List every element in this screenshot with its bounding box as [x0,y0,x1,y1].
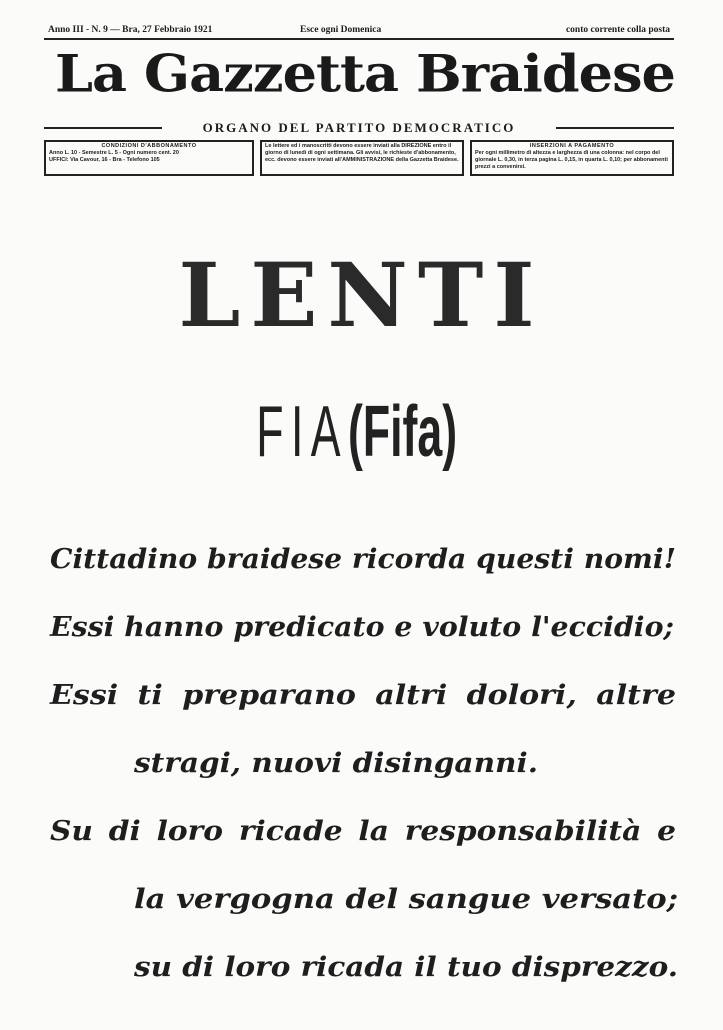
masthead-topline [44,24,674,40]
headline: LENTI [178,243,545,347]
body-line-3 [50,676,676,716]
body-line-6 [134,880,678,920]
body-line-5-text: Su di loro ricade la responsabilità e [50,816,676,847]
frequency-info: Esce ogni Domenica [300,25,382,35]
masthead-info-boxes [44,140,674,178]
advertising-box [470,140,674,176]
body-line-2 [50,608,674,648]
advertising-heading: INSERZIONI A PAGAMENTO [529,143,615,149]
subheadline-main: FIA [255,392,348,472]
issue-info: Anno III - N. 9 — Bra, 27 Febbraio 1921 [48,25,213,35]
advertising-rates: Per ogni millimetro di altezza e larghezza di una colonna: nel corpo del giornale L. 0,30, in terza pagina L. 0,15, in quarta L. 0,10; per abbonamenti prezzi a convenirsi. [475,150,668,170]
subtitle-rule-left [44,127,162,129]
body-line-3-text: Essi ti preparano altri dolori, altre [50,680,676,711]
body-line-2-text: Essi hanno predicato e voluto l'eccidio; [50,612,674,643]
body-line-7 [134,948,678,988]
body-line-7-text: su di loro ricada il tuo disprezzo. [134,952,678,983]
subscription-box [44,140,254,176]
newspaper-subtitle: ORGANO DEL PARTITO DEMOCRATICO [202,120,516,135]
office-address: UFFICI: Via Cavour, 16 - Bra - Telefono 105 [49,157,160,163]
body-line-6-text: la vergogna del sangue versato; [134,884,678,915]
subscription-prices: Anno L. 10 - Semestre L. 5 - Ogni numero cent. 20 [49,150,179,156]
body-line-4 [134,744,538,784]
subtitle-rule-right [556,127,674,129]
subtitle-row [44,120,674,136]
subheadline-paren: (Fifa) [347,392,457,472]
editorial-notice-box [260,140,464,176]
body-line-1-text: Cittadino braidese ricorda questi nomi! [50,544,676,575]
subheadline [0,392,723,491]
editorial-notice-text: Le lettere ed i manoscritti devono essere inviati alla DIREZIONE entro il giorno di lunedì di ogni settimana. Gli avvisi, le richieste d'abbonamento, ecc. devono essere inviati all'AMMINISTRAZIONE della Gazzetta Braidese. [265,143,459,163]
body-line-4-text: stragi, nuovi disinganni. [134,748,538,779]
postal-info: conto corrente colla posta [565,25,670,35]
subscription-heading: CONDIZIONI D'ABBONAMENTO [101,143,197,149]
newspaper-title: La Gazzetta Braidese [54,43,675,105]
body-line-1 [50,540,676,580]
body-line-5 [50,812,676,852]
